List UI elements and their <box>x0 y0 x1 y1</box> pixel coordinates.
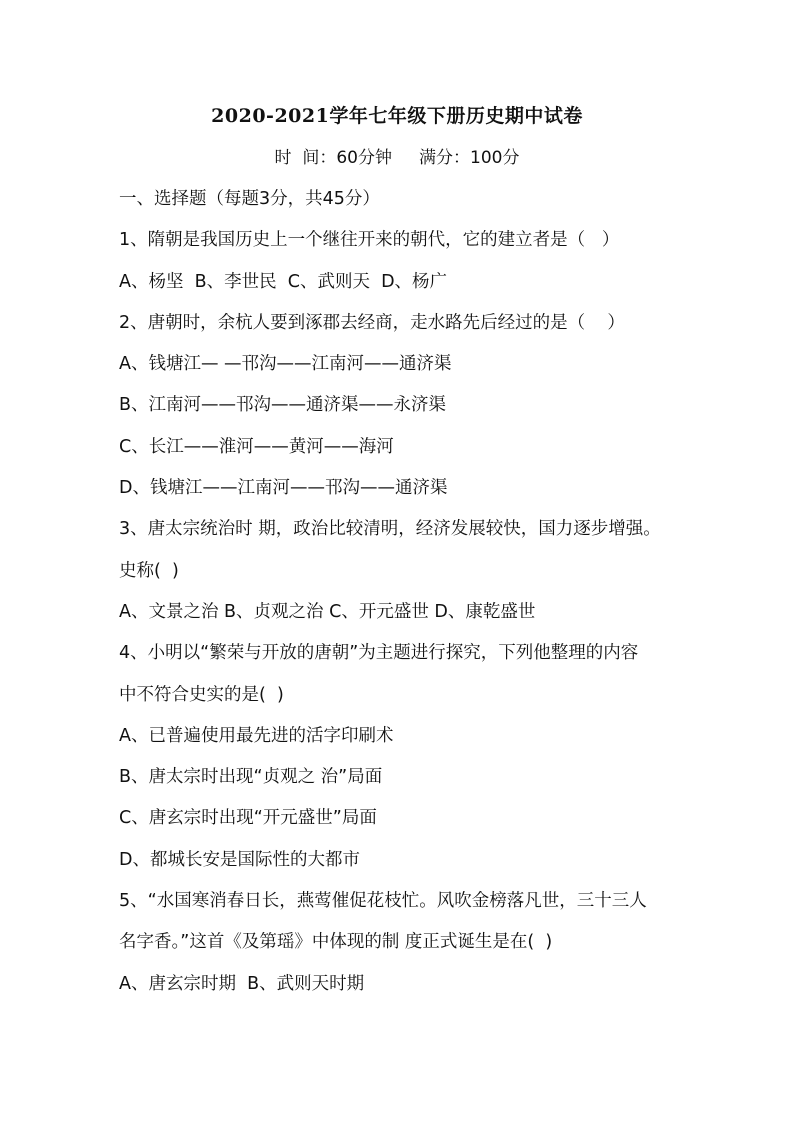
question-3: 3、唐太宗统治时 期，政治比较清明，经济发展较快，国力逐步增强。 <box>119 519 661 540</box>
question-3-continued: 史称( ) <box>119 560 179 581</box>
question-5-continued: 名字香。”这首《及第瑶》中体现的制 度正式诞生是在( ) <box>119 932 553 953</box>
question-4-option-c: C、唐玄宗时出现“开元盛世”局面 <box>119 808 377 829</box>
question-4-option-d: D、都城长安是国际性的大都市 <box>119 849 360 870</box>
question-4-option-b: B、唐太宗时出现“贞观之 治”局面 <box>119 767 383 788</box>
question-2-option-b: B、江南河——邗沟——通济渠——永济渠 <box>119 395 447 416</box>
question-2-option-c: C、长江——淮河——黄河——海河 <box>119 436 394 457</box>
question-2-option-d: D、钱塘江——江南河——邗沟——通济渠 <box>119 478 448 499</box>
question-4-option-a: A、已普遍使用最先进的活字印刷术 <box>119 725 394 746</box>
section-heading: 一、选择题（每题3分，共45分） <box>119 189 380 209</box>
question-2-option-a: A、钱塘江— —邗沟——江南河——通济渠 <box>119 354 452 375</box>
exam-subtitle: 时 间：60分钟 满分：100分 <box>274 148 520 168</box>
question-1-options: A、杨坚 B、李世民 C、武则天 D、杨广 <box>119 271 448 292</box>
question-5: 5、“水国寒消春日长，燕莺催促花枝忙。风吹金榜落凡世，三十三人 <box>119 891 647 912</box>
question-3-options: A、文景之治 B、贞观之治 C、开元盛世 D、康乾盛世 <box>119 601 536 622</box>
question-lines <box>119 184 679 1010</box>
question-4: 4、小明以“繁荣与开放的唐朝”为主题进行探究，下列他整理的内容 <box>119 643 639 664</box>
exam-title: 2020-2021学年七年级下册历史期中试卷 <box>211 105 583 127</box>
question-5-options-ab: A、唐玄宗时期 B、武则天时期 <box>119 973 365 994</box>
question-2: 2、唐朝时，余杭人要到涿郡去经商，走水路先后经过的是（ ） <box>119 312 625 333</box>
question-4-continued: 中不符合史实的是( ) <box>119 684 284 705</box>
question-1: 1、隋朝是我国历史上一个继往开来的朝代，它的建立者是（ ） <box>119 230 620 251</box>
